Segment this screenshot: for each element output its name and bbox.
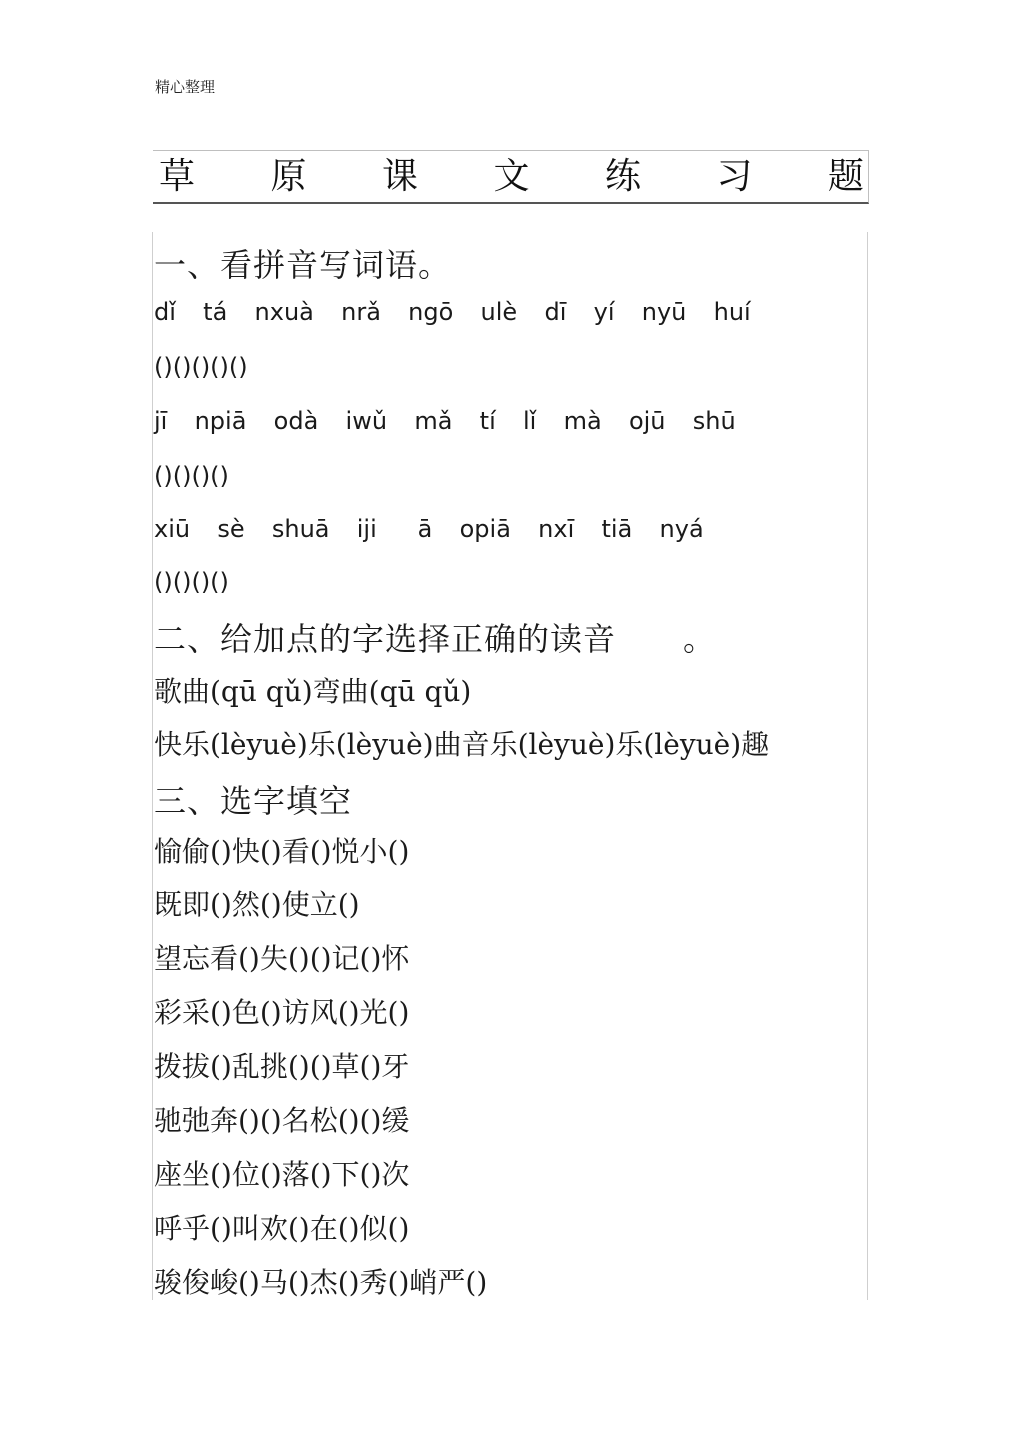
page-title [153,150,869,204]
answer-blanks-3: ()()()() [154,568,229,596]
title-char: 草 [159,155,196,197]
answer-blanks-1: ()()()()() [154,353,248,381]
section-3-heading: 三、选字填空 [154,782,353,820]
pinyin-row-1: dǐ tá nxuà nrǎ ngō ulè dī yí nyū huí [154,298,751,326]
fill-line-2: 既即()然()使立() [154,888,360,921]
reading-line-1: 歌曲(qū qǔ)弯曲(qū qǔ) [154,675,472,708]
fill-line-5: 拨拔()乱挑()()草()牙 [154,1050,410,1083]
title-char: 课 [381,155,418,197]
fill-line-8: 呼乎()叫欢()在()似() [154,1212,410,1245]
fill-line-9: 骏俊峻()马()杰()秀()峭严() [154,1266,488,1299]
pinyin-row-2: jī npiā odà iwǔ mǎ tí lǐ mà ojū shū [154,407,736,435]
pinyin-row-3: xiū sè shuā iji ā opiā nxī tiā nyá [154,515,704,543]
fill-line-4: 彩采()色()访风()光() [154,996,410,1029]
fill-line-7: 座坐()位()落()下()次 [154,1158,410,1191]
title-char: 题 [827,155,864,197]
title-char: 文 [493,155,530,197]
title-char: 原 [270,155,307,197]
reading-line-2: 快乐(lèyuè)乐(lèyuè)曲音乐(lèyuè)乐(lèyuè)趣 [154,728,770,761]
answer-blanks-2: ()()()() [154,462,229,490]
section-2-heading: 二、给加点的字选择正确的读音 。 [154,620,717,658]
title-char: 习 [716,155,753,197]
section-1-heading: 一、看拼音写词语。 [154,246,452,284]
title-char: 练 [604,155,641,197]
content-frame [152,232,868,1300]
fill-line-3: 望忘看()失()()记()怀 [154,942,410,975]
fill-line-1: 愉偷()快()看()悦小() [154,835,410,868]
header-note: 精心整理 [155,78,216,96]
fill-line-6: 驰弛奔()()名松()()缓 [154,1104,410,1137]
